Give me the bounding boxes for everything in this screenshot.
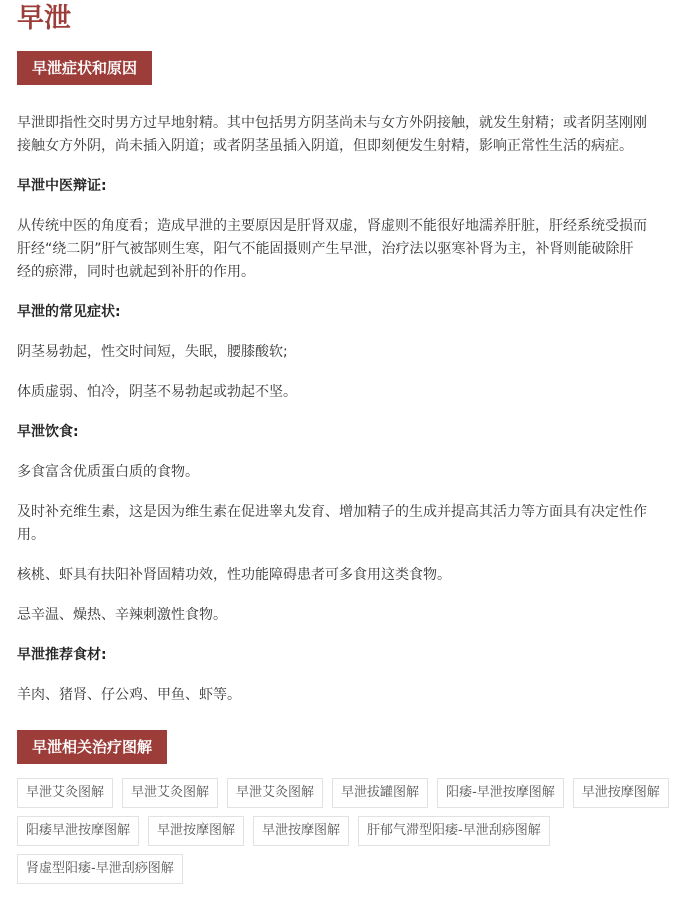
symptoms-heading: 早泄的常见症状: [17,304,121,320]
tag-link[interactable]: 早泄艾灸图解 [122,778,218,808]
tag-link[interactable]: 早泄按摩图解 [253,816,349,846]
foods-paragraph: 羊肉、猪肾、仔公鸡、甲鱼、虾等。 [17,687,241,703]
tcm-paragraph: 从传统中医的角度看；造成早泄的主要原因是肝肾双虚，肾虚则不能很好地濡养肝脏，肝经系统受损而肝经“绕二阴”肝气被郜则生寒，阳气不能固摄则产生早泄，治疗法以驱寒补肾为主，补肾则能破除肝经的瘀滞，同时也就起到补肝的作用。 [17,218,647,280]
diet-paragraph: 多食富含优质蛋白质的食物。 [17,464,199,480]
tag-link[interactable]: 阳痿-早泄按摩图解 [437,778,564,808]
tag-link[interactable]: 早泄按摩图解 [573,778,669,808]
diet-heading: 早泄饮食: [17,424,79,440]
symptom-paragraph: 阴茎易勃起，性交时间短，失眠，腰膝酸软; [17,344,288,360]
foods-heading: 早泄推荐食材: [17,647,107,663]
tag-link[interactable]: 早泄艾灸图解 [227,778,323,808]
diet-paragraph: 核桃、虾具有扶阳补肾固精功效，性功能障碍患者可多食用这类食物。 [17,567,451,583]
section-header-symptoms-causes: 早泄症状和原因 [17,51,152,85]
tag-link[interactable]: 阳痿早泄按摩图解 [17,816,139,846]
tcm-heading: 早泄中医辩证: [17,178,107,194]
tag-link[interactable]: 肾虚型阳痿-早泄刮痧图解 [17,854,183,884]
tag-link[interactable]: 早泄按摩图解 [148,816,244,846]
page-title: 早泄 [17,3,71,34]
diet-paragraph: 及时补充维生素，这是因为维生素在促进睾丸发育、增加精子的生成并提高其活力等方面具有决定性作用。 [17,504,647,543]
intro-paragraph: 早泄即指性交时男方过早地射精。其中包括男方阴茎尚未与女方外阴接触，就发生射精；或者阴茎刚刚接触女方外阴，尚未插入阴道；或者阴茎虽插入阴道，但即刻便发生射精，影响正常性生活的病症。 [17,115,647,154]
diet-paragraph: 忌辛温、燥热、辛辣刺激性食物。 [17,607,227,623]
section-header-treatment-illustrations: 早泄相关治疗图解 [17,730,167,764]
tag-link[interactable]: 早泄拔罐图解 [332,778,428,808]
symptom-paragraph: 体质虚弱、怕冷，阴茎不易勃起或勃起不坚。 [17,384,297,400]
tag-link[interactable]: 早泄艾灸图解 [17,778,113,808]
treatment-tag-list [17,778,677,884]
tag-link[interactable]: 肝郁气滞型阳痿-早泄刮痧图解 [358,816,550,846]
